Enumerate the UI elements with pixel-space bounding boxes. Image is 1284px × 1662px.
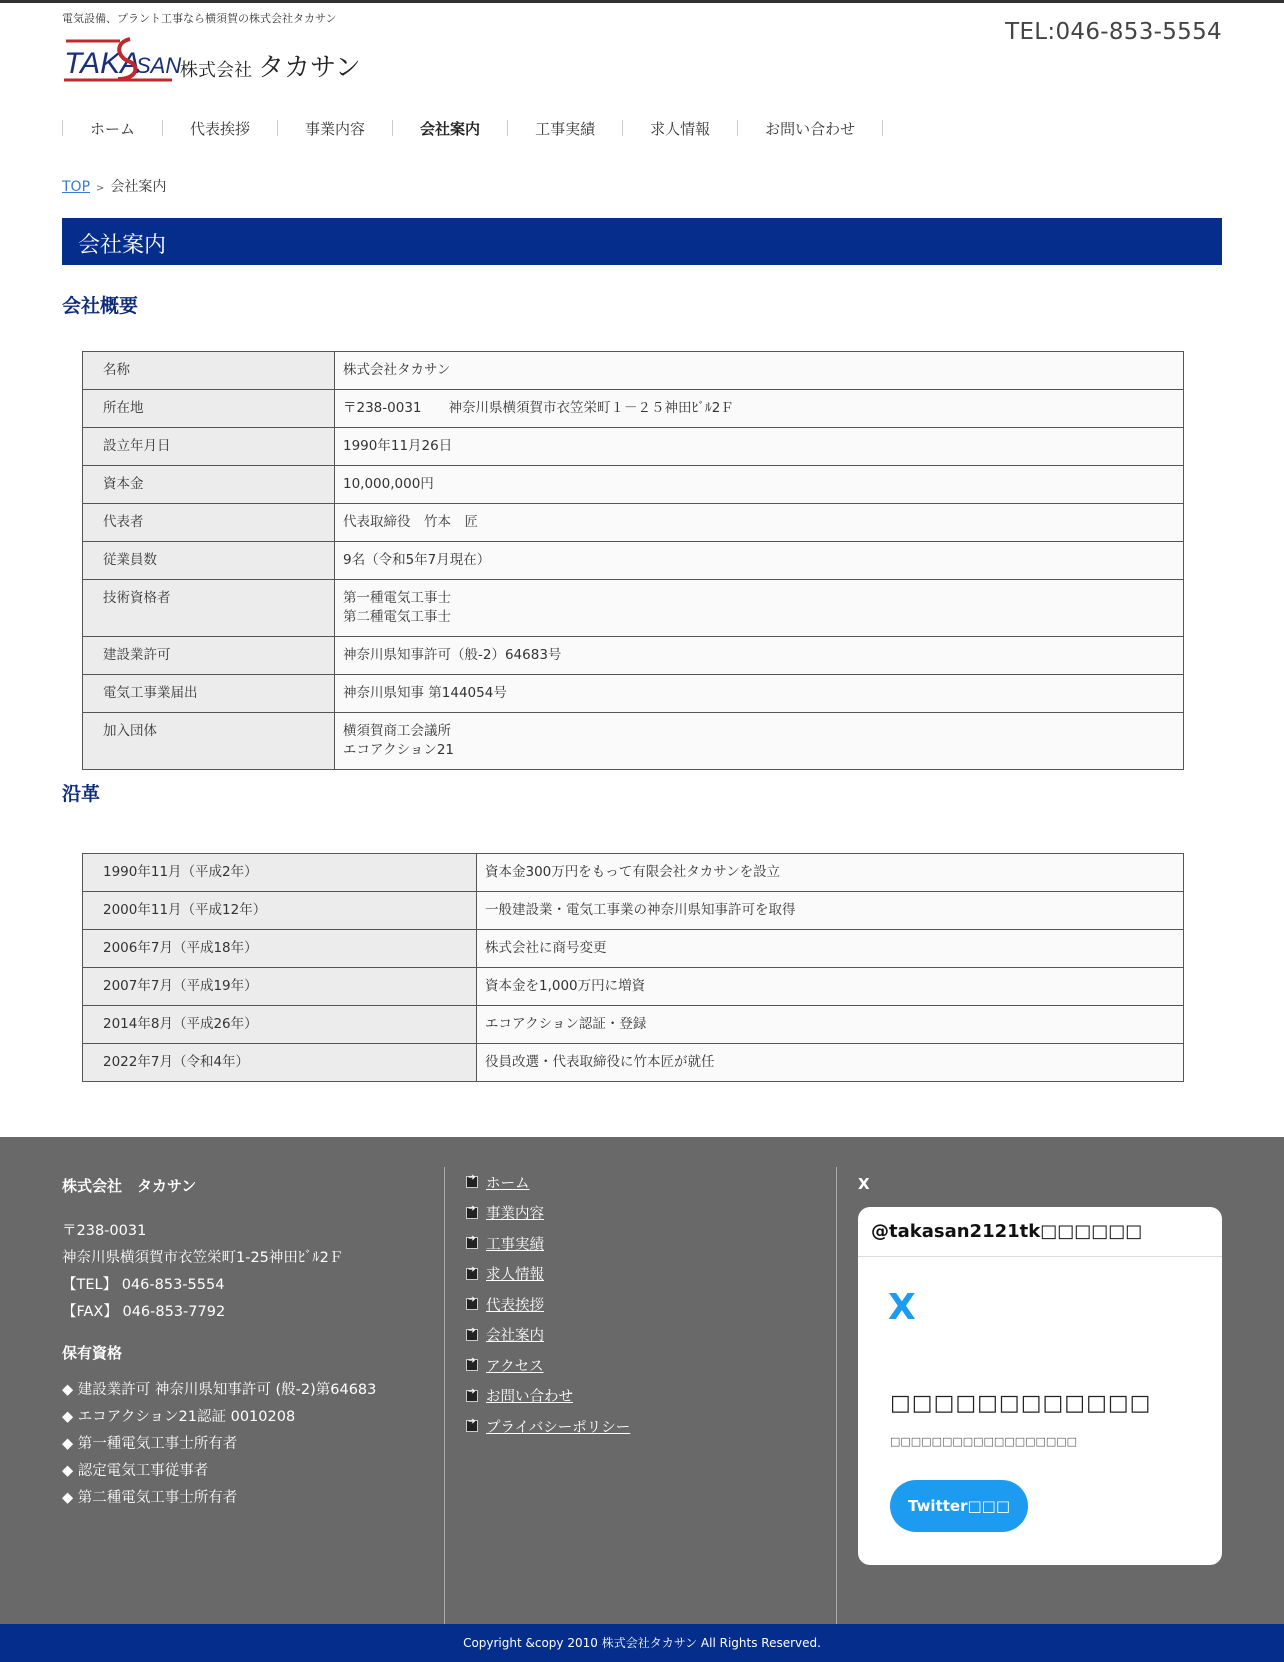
row-label: 設立年月日: [83, 428, 335, 466]
footer-tel: 【TEL】 046-853-5554: [62, 1277, 225, 1293]
history-table: [82, 853, 1184, 1082]
page-title: 会社案内: [62, 218, 1222, 265]
row-value-line: エコアクション21: [343, 742, 455, 758]
history-event: 一般建設業・電気工事業の神奈川県知事許可を取得: [477, 892, 1184, 930]
history-date: 2007年7月（平成19年）: [83, 968, 477, 1006]
svg-text:SAN: SAN: [136, 53, 182, 78]
footer-divider: [444, 1167, 445, 1624]
logo-company-name: [180, 47, 361, 84]
nav-item-contact[interactable]: お問い合わせ: [765, 119, 856, 138]
footer-link-contact[interactable]: [466, 1381, 630, 1412]
breadcrumb-top-link[interactable]: TOP: [62, 179, 91, 195]
nav-item-company[interactable]: 会社案内: [420, 119, 481, 138]
row-value: [335, 580, 1184, 637]
footer-company-name: 株式会社 タカサン: [62, 1177, 197, 1195]
breadcrumb: [62, 176, 166, 196]
history-event: 役員改選・代表取締役に竹本匠が就任: [477, 1044, 1184, 1082]
arrow-icon: [466, 1298, 478, 1310]
footer-link-label[interactable]: 求人情報: [486, 1267, 544, 1284]
row-value: 株式会社タカサン: [335, 352, 1184, 390]
footer-fax: 【FAX】 046-853-7792: [62, 1304, 226, 1320]
footer-link-greeting[interactable]: [466, 1289, 630, 1320]
breadcrumb-separator: >: [96, 183, 105, 194]
arrow-icon: [466, 1420, 478, 1432]
history-event: 株式会社に商号変更: [477, 930, 1184, 968]
logo-name: タカサン: [258, 53, 361, 83]
arrow-icon: [466, 1176, 478, 1188]
table-row: [83, 1044, 1184, 1082]
header-phone: TEL:046-853-5554: [1005, 19, 1222, 45]
row-label: 所在地: [83, 390, 335, 428]
row-label: 資本金: [83, 466, 335, 504]
arrow-icon: [466, 1359, 478, 1371]
site-footer: [0, 1137, 1284, 1624]
row-value: 神奈川県知事許可（般-2）64683号: [335, 637, 1184, 675]
row-label: 加入団体: [83, 713, 335, 770]
row-label: 電気工事業届出: [83, 675, 335, 713]
nav-item-greeting[interactable]: 代表挨拶: [190, 119, 251, 138]
footer-qual-heading: 保有資格: [62, 1344, 123, 1362]
row-value: 神奈川県知事 第144054号: [335, 675, 1184, 713]
row-label: 従業員数: [83, 542, 335, 580]
table-row: [83, 854, 1184, 892]
row-value: 代表取締役 竹本 匠: [335, 504, 1184, 542]
footer-link-label[interactable]: お問い合わせ: [486, 1389, 573, 1406]
breadcrumb-current: 会社案内: [110, 179, 167, 195]
footer-link-label[interactable]: 代表挨拶: [486, 1297, 544, 1314]
footer-qualification: ◆ エコアクション21認証 0010208: [62, 1409, 296, 1425]
footer-link-label[interactable]: 事業内容: [486, 1206, 544, 1223]
table-row: [83, 930, 1184, 968]
footer-links: [466, 1167, 630, 1442]
footer-link-label[interactable]: プライバシーポリシー: [486, 1419, 631, 1436]
arrow-icon: [466, 1237, 478, 1249]
footer-link-label[interactable]: アクセス: [486, 1358, 544, 1375]
arrow-icon: [466, 1329, 478, 1341]
row-label: 代表者: [83, 504, 335, 542]
svg-text:TAKA: TAKA: [64, 47, 141, 80]
nav-divider: [882, 120, 883, 136]
row-value: 10,000,000円: [335, 466, 1184, 504]
footer-link-label[interactable]: ホーム: [486, 1175, 530, 1192]
x-timeline-widget[interactable]: [858, 1207, 1222, 1565]
table-row: [83, 466, 1184, 504]
footer-link-company[interactable]: [466, 1320, 630, 1351]
footer-link-privacy[interactable]: [466, 1411, 630, 1442]
takasan-logo-icon: [62, 33, 182, 85]
table-row: [83, 390, 1184, 428]
table-row: [83, 675, 1184, 713]
site-tagline: 電気設備、プラント工事なら横須賀の株式会社タカサン: [62, 12, 337, 25]
footer-postal: 〒238-0031: [62, 1223, 147, 1239]
x-widget-submessage: □□□□□□□□□□□□□□□□□□: [890, 1435, 1078, 1448]
row-value-line: 横須賀商工会議所: [343, 723, 451, 739]
x-section-label: X: [858, 1175, 870, 1193]
table-row: [83, 542, 1184, 580]
row-value: [335, 713, 1184, 770]
row-value-line: 第一種電気工事士: [343, 590, 451, 606]
row-label: 技術資格者: [83, 580, 335, 637]
table-row: [83, 428, 1184, 466]
table-row: [83, 713, 1184, 770]
table-row: [83, 352, 1184, 390]
footer-link-business[interactable]: [466, 1198, 630, 1229]
footer-address: 神奈川県横須賀市衣笠栄町1-25神田ﾋﾞﾙ2Ｆ: [62, 1250, 344, 1266]
footer-qualification: ◆ 第一種電気工事士所有者: [62, 1436, 238, 1452]
arrow-icon: [466, 1390, 478, 1402]
history-date: 1990年11月（平成2年）: [83, 854, 477, 892]
history-date: 2006年7月（平成18年）: [83, 930, 477, 968]
row-value-line: 第二種電気工事士: [343, 609, 451, 625]
row-label: 名称: [83, 352, 335, 390]
table-row: [83, 1006, 1184, 1044]
overview-table: [82, 351, 1184, 770]
row-value: 9名（令和5年7月現在）: [335, 542, 1184, 580]
footer-link-access[interactable]: [466, 1350, 630, 1381]
footer-x-section: [858, 1175, 1222, 1565]
footer-link-label[interactable]: 工事実績: [486, 1236, 544, 1253]
footer-link-works[interactable]: [466, 1228, 630, 1259]
nav-item-home[interactable]: ホーム: [90, 119, 136, 138]
table-row: [83, 892, 1184, 930]
history-event: エコアクション認証・登録: [477, 1006, 1184, 1044]
arrow-icon: [466, 1268, 478, 1280]
global-nav: [62, 115, 883, 141]
row-value: 〒238-0031 神奈川県横須賀市衣笠栄町１－２５神田ﾋﾞﾙ2Ｆ: [335, 390, 1184, 428]
footer-company-info: [62, 1175, 422, 1512]
table-row: [83, 580, 1184, 637]
overview-heading: 会社概要: [62, 295, 139, 317]
footer-link-label[interactable]: 会社案内: [486, 1328, 544, 1345]
site-logo[interactable]: [62, 33, 362, 85]
history-heading: 沿革: [62, 783, 101, 805]
row-label: 建設業許可: [83, 637, 335, 675]
copyright: Copyright &copy 2010 株式会社タカサン All Rights Reserved.: [0, 1624, 1284, 1662]
arrow-icon: [466, 1207, 478, 1219]
table-row: [83, 968, 1184, 1006]
footer-qualification: ◆ 第二種電気工事士所有者: [62, 1490, 238, 1506]
footer-link-home[interactable]: [466, 1167, 630, 1198]
nav-item-business[interactable]: 事業内容: [305, 119, 366, 138]
x-logo-icon: X: [888, 1287, 916, 1328]
nav-item-works[interactable]: 工事実績: [535, 119, 596, 138]
history-event: 資本金を1,000万円に増資: [477, 968, 1184, 1006]
nav-item-recruit[interactable]: 求人情報: [650, 119, 711, 138]
history-date: 2022年7月（令和4年）: [83, 1044, 477, 1082]
footer-divider: [836, 1167, 837, 1624]
x-widget-header[interactable]: @takasan2121tk□□□□□□: [858, 1207, 1222, 1257]
logo-prefix: 株式会社: [180, 60, 252, 81]
table-row: [83, 637, 1184, 675]
footer-link-recruit[interactable]: [466, 1259, 630, 1290]
footer-qualification: ◆ 建設業許可 神奈川県知事許可 (般-2)第64683: [62, 1382, 377, 1398]
history-event: 資本金300万円をもって有限会社タカサンを設立: [477, 854, 1184, 892]
history-date: 2014年8月（平成26年）: [83, 1006, 477, 1044]
table-row: [83, 504, 1184, 542]
row-value: 1990年11月26日: [335, 428, 1184, 466]
history-date: 2000年11月（平成12年）: [83, 892, 477, 930]
x-view-on-twitter-button[interactable]: Twitter□□□: [890, 1480, 1028, 1532]
footer-qualification: ◆ 認定電気工事従事者: [62, 1463, 209, 1479]
x-widget-message: □□□□□□□□□□□□: [890, 1391, 1152, 1416]
